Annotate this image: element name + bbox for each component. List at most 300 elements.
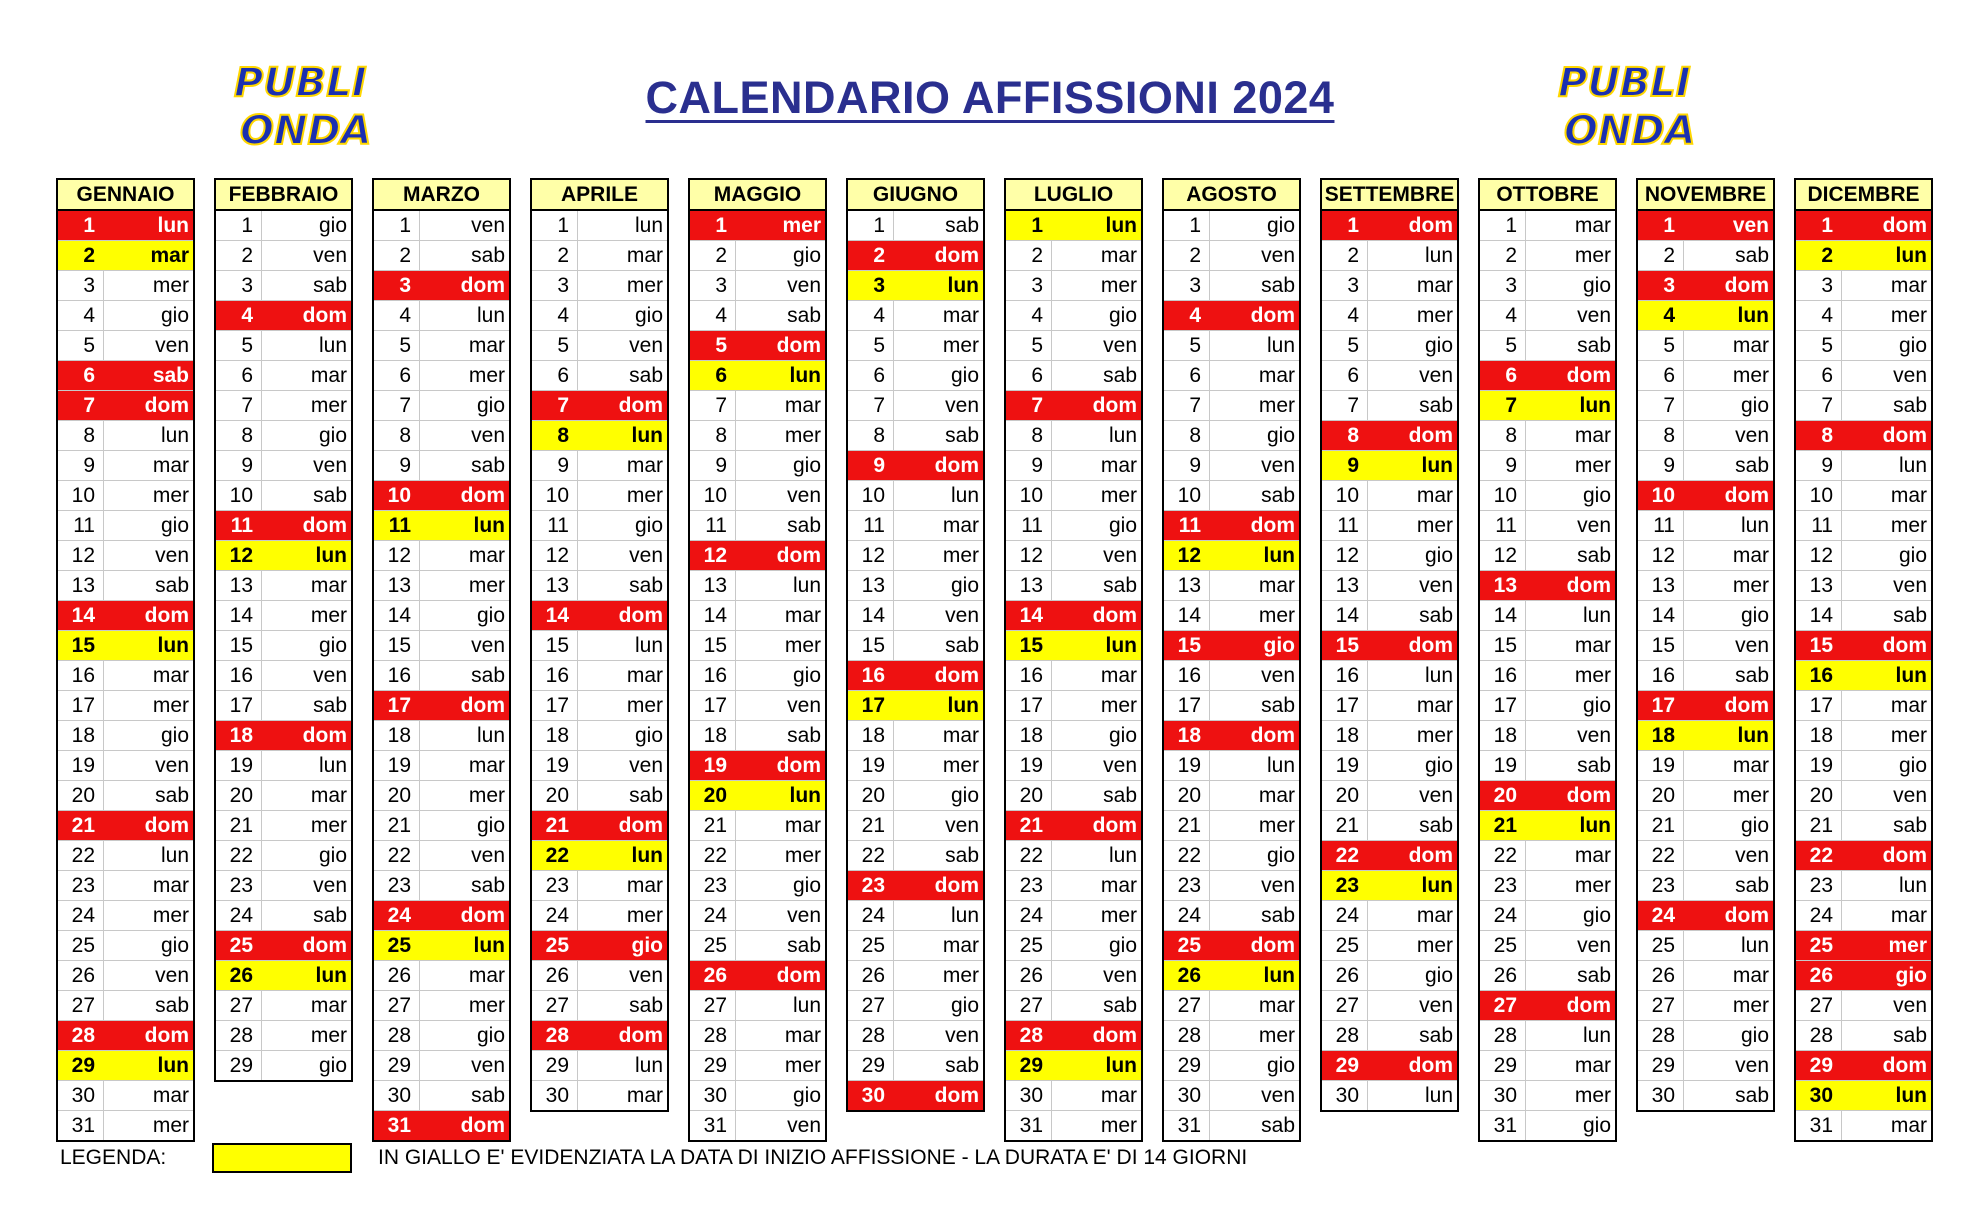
weekday-name: mar xyxy=(152,454,189,477)
day-row xyxy=(58,421,193,451)
day-number: 13 xyxy=(1493,574,1517,597)
weekday-name: gio xyxy=(950,994,979,1017)
weekday-name: mar xyxy=(1574,214,1611,237)
day-row xyxy=(848,301,983,331)
weekday-name: dom xyxy=(1724,694,1769,717)
day-row xyxy=(848,451,983,481)
day-row xyxy=(1796,601,1931,631)
day-row xyxy=(1322,421,1457,451)
day-row xyxy=(1796,901,1931,931)
legend-label: LEGENDA: xyxy=(60,1146,167,1169)
weekday-name: gio xyxy=(792,454,821,477)
day-row xyxy=(1638,1081,1773,1110)
weekday-name: mer xyxy=(1890,304,1927,327)
day-number: 7 xyxy=(1638,391,1684,420)
day-number: 28 xyxy=(690,1021,736,1050)
day-number: 1 xyxy=(216,211,262,240)
day-number: 12 xyxy=(374,541,420,570)
weekday-name: gio xyxy=(318,844,347,867)
day-row xyxy=(1006,781,1141,811)
day-number: 7 xyxy=(1164,391,1210,420)
weekday-name: gio xyxy=(1582,694,1611,717)
day-row xyxy=(374,241,509,271)
weekday-name: ven xyxy=(1419,994,1453,1017)
day-row xyxy=(58,811,193,841)
day-number: 18 xyxy=(690,721,736,750)
weekday-name: mer xyxy=(310,1024,347,1047)
day-row xyxy=(1796,451,1931,481)
day-row xyxy=(374,271,509,301)
day-number: 5 xyxy=(715,334,727,357)
day-row xyxy=(1796,871,1931,901)
day-row xyxy=(1638,961,1773,991)
weekday-name: gio xyxy=(1263,634,1295,657)
day-row xyxy=(374,301,509,331)
weekday-name: sab xyxy=(629,784,663,807)
weekday-name: gio xyxy=(1108,514,1137,537)
weekday-name: sab xyxy=(471,244,505,267)
weekday-name: sab xyxy=(1419,814,1453,837)
day-row xyxy=(58,391,193,421)
day-row xyxy=(1322,331,1457,361)
day-number: 28 xyxy=(1480,1021,1526,1050)
day-number: 20 xyxy=(216,781,262,810)
day-row xyxy=(848,961,983,991)
day-row xyxy=(374,961,509,991)
day-row xyxy=(690,511,825,541)
weekday-name: mar xyxy=(626,244,663,267)
day-row xyxy=(848,211,983,241)
weekday-name: sab xyxy=(1893,1024,1927,1047)
weekday-name: lun xyxy=(631,424,663,447)
day-row xyxy=(1480,1051,1615,1081)
weekday-name: mer xyxy=(310,604,347,627)
month-header: FEBBRAIO xyxy=(216,180,351,211)
day-number: 25 xyxy=(690,931,736,960)
weekday-name: lun xyxy=(473,934,505,957)
day-row xyxy=(1006,931,1141,961)
day-row xyxy=(374,331,509,361)
day-number: 21 xyxy=(216,811,262,840)
day-number: 8 xyxy=(690,421,736,450)
weekday-name: mar xyxy=(1416,274,1453,297)
day-number: 23 xyxy=(216,871,262,900)
day-number: 3 xyxy=(1164,271,1210,300)
weekday-name: mar xyxy=(1732,754,1769,777)
weekday-name: gio xyxy=(1108,724,1137,747)
day-number: 13 xyxy=(1006,571,1052,600)
weekday-name: lun xyxy=(947,274,979,297)
day-number: 25 xyxy=(387,934,411,957)
day-row xyxy=(1322,571,1457,601)
weekday-name: lun xyxy=(1263,964,1295,987)
weekday-name: sab xyxy=(471,454,505,477)
weekday-name: mar xyxy=(1732,334,1769,357)
weekday-name: sab xyxy=(1577,334,1611,357)
day-number: 20 xyxy=(1322,781,1368,810)
weekday-name: sab xyxy=(1577,754,1611,777)
day-number: 16 xyxy=(1322,661,1368,690)
weekday-name: dom xyxy=(776,754,821,777)
day-row xyxy=(1322,1081,1457,1110)
weekday-name: gio xyxy=(476,604,505,627)
weekday-name: mer xyxy=(1100,1114,1137,1137)
day-row xyxy=(374,361,509,391)
day-number: 30 xyxy=(1322,1081,1368,1110)
day-number: 20 xyxy=(848,781,894,810)
day-row xyxy=(374,991,509,1021)
day-row xyxy=(1164,541,1299,571)
day-number: 25 xyxy=(1809,934,1833,957)
day-row xyxy=(1796,301,1931,331)
weekday-name: lun xyxy=(792,994,821,1017)
day-row xyxy=(1638,601,1773,631)
weekday-name: mer xyxy=(1732,574,1769,597)
weekday-name: dom xyxy=(776,964,821,987)
day-number: 10 xyxy=(1164,481,1210,510)
day-number: 23 xyxy=(1006,871,1052,900)
day-number: 29 xyxy=(374,1051,420,1080)
day-row xyxy=(216,931,351,961)
weekday-name: lun xyxy=(792,574,821,597)
day-number: 13 xyxy=(58,571,104,600)
day-number: 31 xyxy=(1796,1111,1842,1140)
day-number: 30 xyxy=(1006,1081,1052,1110)
day-row xyxy=(1322,241,1457,271)
day-number: 23 xyxy=(1164,871,1210,900)
day-row xyxy=(532,571,667,601)
weekday-name: gio xyxy=(950,784,979,807)
weekday-name: mer xyxy=(1890,514,1927,537)
weekday-name: ven xyxy=(471,1054,505,1077)
weekday-name: lun xyxy=(476,304,505,327)
weekday-name: mar xyxy=(468,964,505,987)
day-row xyxy=(690,991,825,1021)
day-number: 31 xyxy=(690,1111,736,1140)
day-row xyxy=(1006,1111,1141,1140)
day-row xyxy=(532,901,667,931)
day-number: 17 xyxy=(58,691,104,720)
day-number: 1 xyxy=(1164,211,1210,240)
day-row xyxy=(1006,751,1141,781)
day-row xyxy=(690,541,825,571)
day-row xyxy=(532,391,667,421)
day-number: 3 xyxy=(690,271,736,300)
day-row xyxy=(58,901,193,931)
day-row xyxy=(1006,241,1141,271)
day-number: 6 xyxy=(715,364,727,387)
day-number: 26 xyxy=(848,961,894,990)
month-header: SETTEMBRE xyxy=(1322,180,1457,211)
day-row xyxy=(58,541,193,571)
weekday-name: sab xyxy=(1261,274,1295,297)
weekday-name: sab xyxy=(1735,454,1769,477)
weekday-name: lun xyxy=(1424,664,1453,687)
day-number: 14 xyxy=(1164,601,1210,630)
day-number: 25 xyxy=(229,934,253,957)
day-number: 19 xyxy=(848,751,894,780)
day-row xyxy=(1480,271,1615,301)
day-number: 8 xyxy=(374,421,420,450)
weekday-name: ven xyxy=(313,664,347,687)
weekday-name: ven xyxy=(313,454,347,477)
weekday-name: ven xyxy=(1893,574,1927,597)
weekday-name: sab xyxy=(152,364,189,387)
day-number: 15 xyxy=(1480,631,1526,660)
weekday-name: mar xyxy=(626,1084,663,1107)
weekday-name: mar xyxy=(626,664,663,687)
day-row xyxy=(1480,1111,1615,1140)
weekday-name: gio xyxy=(476,814,505,837)
day-row xyxy=(374,481,509,511)
day-row xyxy=(1480,211,1615,241)
day-row xyxy=(690,271,825,301)
month-column-febbraio xyxy=(214,178,353,1082)
day-number: 21 xyxy=(71,814,95,837)
weekday-name: mar xyxy=(1732,964,1769,987)
day-row xyxy=(58,571,193,601)
weekday-name: ven xyxy=(1103,964,1137,987)
day-row xyxy=(1164,1021,1299,1051)
day-row xyxy=(1006,271,1141,301)
day-number: 26 xyxy=(229,964,253,987)
weekday-name: gio xyxy=(160,304,189,327)
weekday-name: sab xyxy=(787,934,821,957)
day-row xyxy=(1322,631,1457,661)
weekday-name: mar xyxy=(310,364,347,387)
day-number: 5 xyxy=(1322,331,1368,360)
day-row xyxy=(690,811,825,841)
day-row xyxy=(1638,541,1773,571)
weekday-name: lun xyxy=(315,964,347,987)
day-row xyxy=(216,241,351,271)
day-row xyxy=(1006,991,1141,1021)
day-number: 15 xyxy=(1638,631,1684,660)
weekday-name: sab xyxy=(313,694,347,717)
day-row xyxy=(1796,721,1931,751)
day-number: 19 xyxy=(532,751,578,780)
day-number: 17 xyxy=(216,691,262,720)
day-number: 14 xyxy=(374,601,420,630)
legend-text: IN GIALLO E' EVIDENZIATA LA DATA DI INIZIO AFFISSIONE - LA DURATA E' DI 14 GIORNI xyxy=(378,1146,1248,1169)
month-header: GIUGNO xyxy=(848,180,983,211)
day-row xyxy=(216,1021,351,1051)
day-row xyxy=(532,631,667,661)
month-column-settembre xyxy=(1320,178,1459,1112)
day-row xyxy=(848,901,983,931)
weekday-name: mer xyxy=(784,1054,821,1077)
day-number: 16 xyxy=(1638,661,1684,690)
day-number: 1 xyxy=(848,211,894,240)
day-number: 11 xyxy=(388,514,411,537)
day-number: 12 xyxy=(1322,541,1368,570)
month-header: MAGGIO xyxy=(690,180,825,211)
day-number: 29 xyxy=(848,1051,894,1080)
day-row xyxy=(216,271,351,301)
day-row xyxy=(848,421,983,451)
day-number: 2 xyxy=(374,241,420,270)
weekday-name: lun xyxy=(1895,1084,1927,1107)
weekday-name: ven xyxy=(471,634,505,657)
day-row xyxy=(1480,901,1615,931)
weekday-name: ven xyxy=(945,604,979,627)
day-number: 12 xyxy=(1177,544,1201,567)
day-number: 26 xyxy=(1638,961,1684,990)
day-number: 4 xyxy=(1663,304,1675,327)
weekday-name: mer xyxy=(782,214,821,237)
day-row xyxy=(848,541,983,571)
day-row xyxy=(1164,631,1299,661)
day-number: 6 xyxy=(83,364,95,387)
weekday-name: mer xyxy=(152,484,189,507)
day-number: 10 xyxy=(848,481,894,510)
day-number: 30 xyxy=(1638,1081,1684,1110)
day-row xyxy=(1322,511,1457,541)
day-row xyxy=(58,841,193,871)
day-row xyxy=(1638,631,1773,661)
day-number: 15 xyxy=(532,631,578,660)
day-number: 11 xyxy=(58,511,104,540)
day-row xyxy=(1164,1081,1299,1111)
weekday-name: dom xyxy=(618,814,663,837)
day-number: 19 xyxy=(703,754,727,777)
weekday-name: dom xyxy=(934,664,979,687)
day-number: 11 xyxy=(230,514,253,537)
day-row xyxy=(1796,391,1931,421)
day-number: 6 xyxy=(1322,361,1368,390)
weekday-name: sab xyxy=(787,724,821,747)
day-number: 28 xyxy=(1322,1021,1368,1050)
weekday-name: mar xyxy=(1416,694,1453,717)
weekday-name: sab xyxy=(787,514,821,537)
day-number: 27 xyxy=(1638,991,1684,1020)
day-row xyxy=(848,1051,983,1081)
day-row xyxy=(1480,601,1615,631)
weekday-name: mar xyxy=(784,814,821,837)
day-number: 26 xyxy=(1006,961,1052,990)
weekday-name: sab xyxy=(471,664,505,687)
day-number: 29 xyxy=(71,1054,95,1077)
day-row xyxy=(1322,301,1457,331)
day-row xyxy=(1006,721,1141,751)
day-number: 14 xyxy=(216,601,262,630)
weekday-name: dom xyxy=(1408,1054,1453,1077)
day-row xyxy=(1796,421,1931,451)
day-number: 7 xyxy=(83,394,95,417)
day-number: 11 xyxy=(1638,511,1684,540)
weekday-name: ven xyxy=(1419,574,1453,597)
weekday-name: ven xyxy=(1893,994,1927,1017)
weekday-name: sab xyxy=(471,874,505,897)
day-row xyxy=(374,571,509,601)
day-row xyxy=(1322,271,1457,301)
day-number: 28 xyxy=(848,1021,894,1050)
day-row xyxy=(848,361,983,391)
day-number: 15 xyxy=(374,631,420,660)
day-number: 2 xyxy=(1821,244,1833,267)
day-number: 28 xyxy=(374,1021,420,1050)
weekday-name: dom xyxy=(460,1114,505,1137)
day-number: 19 xyxy=(1322,751,1368,780)
weekday-name: gio xyxy=(792,244,821,267)
day-row xyxy=(1480,1081,1615,1111)
day-number: 30 xyxy=(58,1081,104,1110)
day-number: 1 xyxy=(1821,214,1833,237)
weekday-name: sab xyxy=(1261,694,1295,717)
day-number: 20 xyxy=(1796,781,1842,810)
day-number: 5 xyxy=(1796,331,1842,360)
day-row xyxy=(1164,1051,1299,1081)
day-row xyxy=(1006,661,1141,691)
weekday-name: dom xyxy=(1882,634,1927,657)
day-row xyxy=(374,211,509,241)
month-column-maggio xyxy=(688,178,827,1142)
weekday-name: mer xyxy=(626,904,663,927)
day-row xyxy=(1638,691,1773,721)
day-row xyxy=(1006,481,1141,511)
day-row xyxy=(1164,661,1299,691)
day-number: 16 xyxy=(861,664,885,687)
day-row xyxy=(1480,1021,1615,1051)
day-number: 15 xyxy=(1177,634,1201,657)
day-number: 24 xyxy=(532,901,578,930)
month-column-marzo xyxy=(372,178,511,1142)
day-number: 11 xyxy=(1178,514,1201,537)
weekday-name: sab xyxy=(1735,1084,1769,1107)
weekday-name: ven xyxy=(945,1024,979,1047)
day-row xyxy=(1006,541,1141,571)
weekday-name: mer xyxy=(1574,874,1611,897)
day-number: 16 xyxy=(216,661,262,690)
day-number: 20 xyxy=(532,781,578,810)
day-row xyxy=(848,631,983,661)
weekday-name: sab xyxy=(1103,994,1137,1017)
day-number: 22 xyxy=(1335,844,1359,867)
weekday-name: mer xyxy=(1100,274,1137,297)
day-number: 2 xyxy=(690,241,736,270)
day-row xyxy=(374,511,509,541)
day-number: 23 xyxy=(1480,871,1526,900)
weekday-name: mar xyxy=(1258,994,1295,1017)
day-number: 22 xyxy=(374,841,420,870)
day-row xyxy=(1164,451,1299,481)
day-number: 27 xyxy=(1493,994,1517,1017)
day-row xyxy=(216,481,351,511)
day-row xyxy=(848,271,983,301)
weekday-name: ven xyxy=(1893,364,1927,387)
day-number: 26 xyxy=(1177,964,1201,987)
day-row xyxy=(532,601,667,631)
day-number: 17 xyxy=(532,691,578,720)
day-number: 27 xyxy=(1164,991,1210,1020)
day-number: 28 xyxy=(71,1024,95,1047)
day-row xyxy=(848,1081,983,1110)
weekday-name: gio xyxy=(1424,544,1453,567)
day-number: 24 xyxy=(1006,901,1052,930)
day-row xyxy=(1164,421,1299,451)
day-number: 20 xyxy=(1493,784,1517,807)
day-row xyxy=(848,931,983,961)
logo-right-line1: PUBLI xyxy=(1558,60,1691,106)
day-number: 7 xyxy=(848,391,894,420)
day-number: 29 xyxy=(1164,1051,1210,1080)
day-row xyxy=(1006,511,1141,541)
day-row xyxy=(532,781,667,811)
weekday-name: sab xyxy=(787,304,821,327)
day-row xyxy=(1006,901,1141,931)
weekday-name: sab xyxy=(155,784,189,807)
day-row xyxy=(1006,571,1141,601)
